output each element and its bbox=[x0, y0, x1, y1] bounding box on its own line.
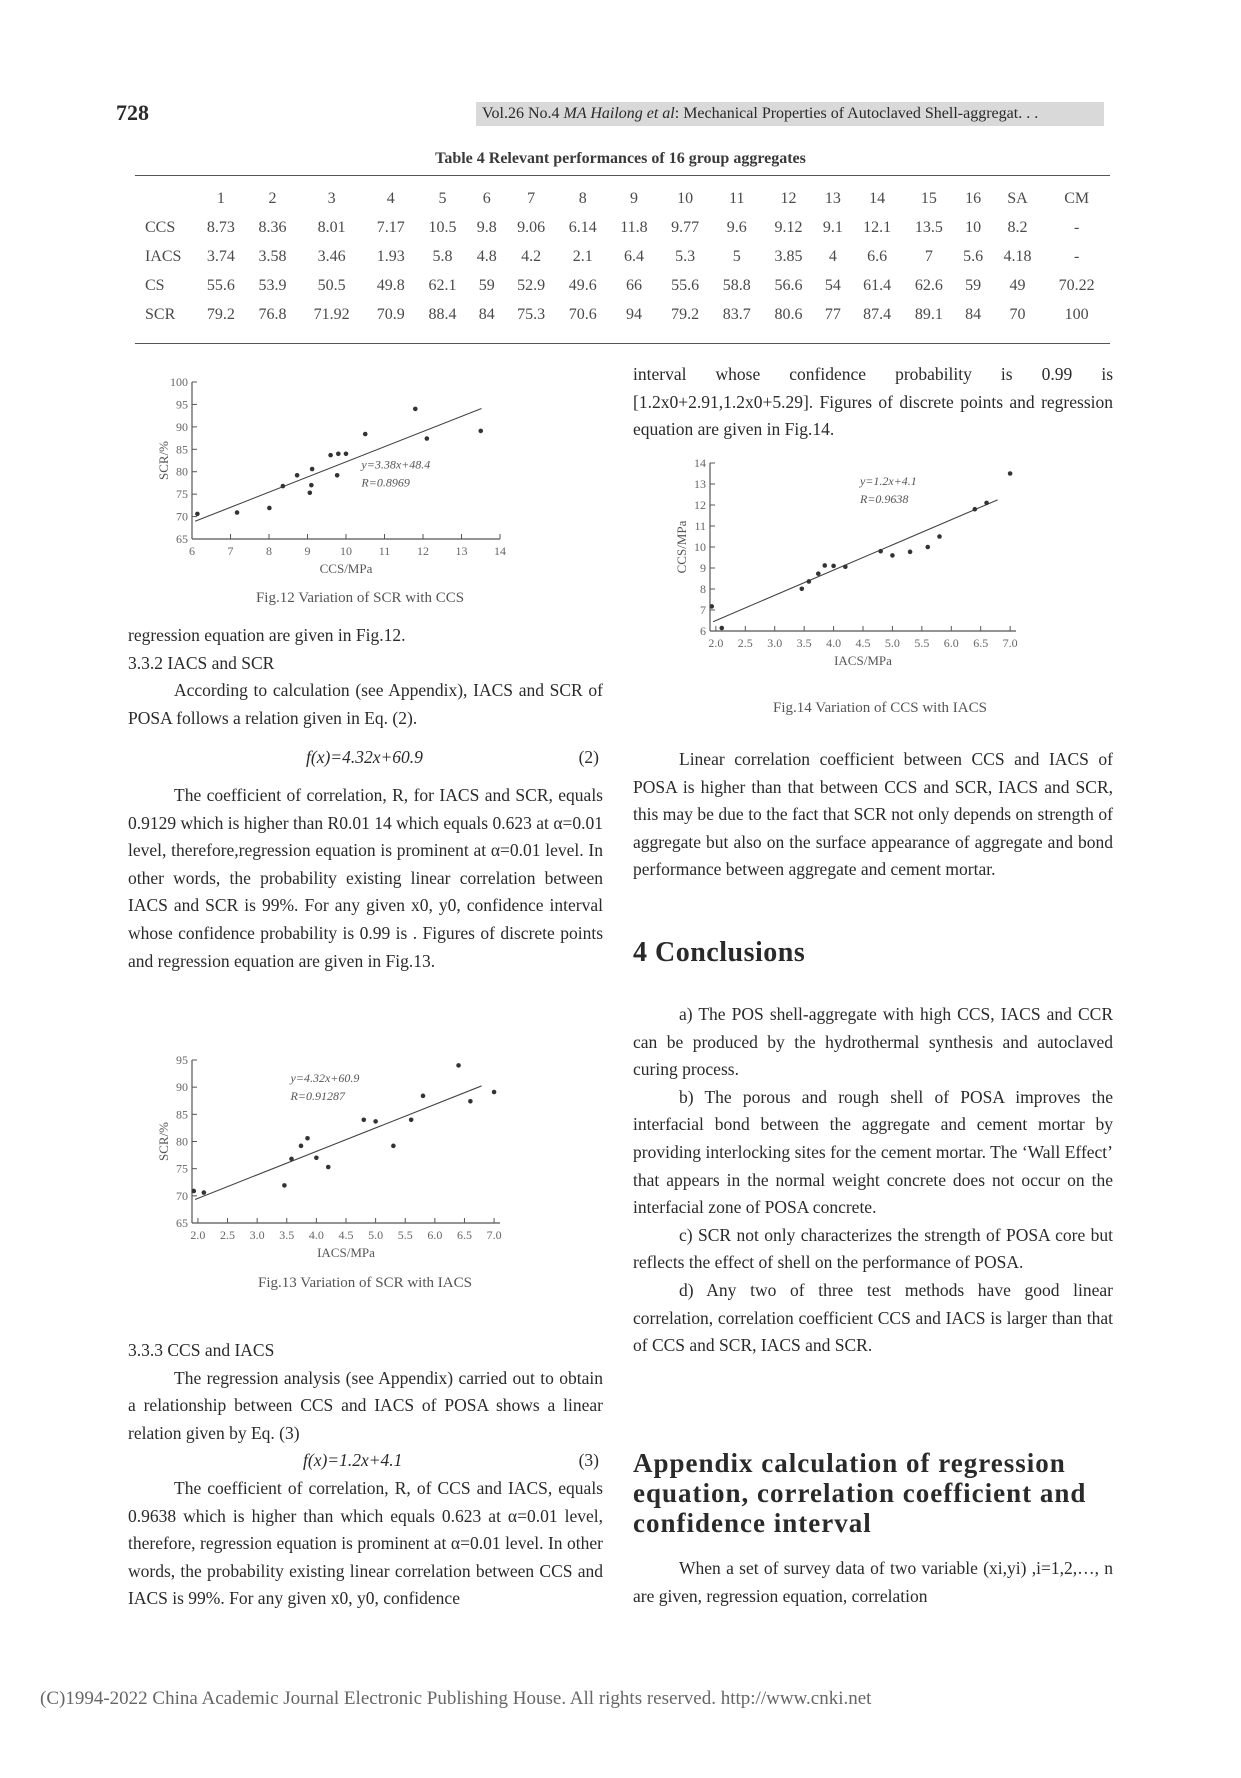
table-top-rule bbox=[135, 175, 1110, 176]
table-cell: 6.14 bbox=[568, 218, 597, 236]
x-tick-label: 12 bbox=[417, 544, 429, 558]
table-cell: 79.2 bbox=[206, 305, 235, 323]
table-caption: Table 4 Relevant performances of 16 group aggregates bbox=[435, 150, 806, 167]
table-cell: 87.4 bbox=[863, 305, 892, 323]
y-tick-label: 75 bbox=[176, 1161, 188, 1176]
left-paragraph-4: The coefficient of correlation, R, of CCS and IACS, equals 0.9638 which is higher than which equals 0.623 at α=0.01 level, therefore, regression equation is prominent at α=0.01 level. In other words, the probability existing linear correlation between CCS and IACS is 99%. For any given x0, y0, confidence bbox=[128, 1477, 603, 1609]
table-cell: IACS bbox=[145, 247, 182, 265]
y-tick-label: 70 bbox=[176, 1188, 188, 1203]
table-cell: 3.85 bbox=[774, 247, 803, 265]
table-cell: 88.4 bbox=[428, 305, 457, 323]
table-cell: 83.7 bbox=[722, 305, 751, 323]
x-tick-label: 7.0 bbox=[1002, 636, 1018, 650]
table-cell: 10.5 bbox=[428, 218, 457, 236]
data-point bbox=[800, 586, 805, 591]
data-point bbox=[195, 512, 200, 517]
table-cell: 62.1 bbox=[428, 276, 457, 294]
x-tick-label: 14 bbox=[494, 544, 506, 558]
table-row bbox=[135, 213, 1110, 242]
table-cell: 9.8 bbox=[476, 218, 497, 236]
x-tick-label: 3.0 bbox=[767, 636, 783, 650]
y-tick-label: 85 bbox=[176, 442, 188, 457]
table-cell: 8.2 bbox=[1007, 218, 1028, 236]
data-point bbox=[822, 563, 827, 568]
data-point bbox=[191, 1189, 196, 1194]
data-point bbox=[309, 483, 314, 488]
conclusion-c: c) SCR not only characterizes the strength of POSA core but reflects the effect of shell on the performance of POSA. bbox=[633, 1224, 1113, 1273]
table-cell: 56.6 bbox=[774, 276, 803, 294]
table-cell: 8.36 bbox=[258, 218, 287, 236]
table-cell: 52.9 bbox=[517, 276, 546, 294]
table-cell: 3.58 bbox=[258, 247, 287, 265]
table-cell: 3.74 bbox=[206, 247, 235, 265]
data-point bbox=[456, 1063, 461, 1068]
table-cell: 9.6 bbox=[726, 218, 747, 236]
table-cell: 7 bbox=[527, 189, 536, 207]
table-cell: 5 bbox=[438, 189, 447, 207]
page-number: 728 bbox=[116, 100, 149, 125]
table-cell: 13 bbox=[824, 189, 841, 207]
right-paragraph-0: interval whose confidence probability is 0.99 is [1.2x0+2.91,1.2x0+5.29]. Figures of discrete points and regression equation are given in Fig.14. bbox=[633, 364, 1113, 440]
table-cell: 84 bbox=[478, 305, 495, 323]
x-axis-label: IACS/MPa bbox=[317, 1245, 375, 1260]
data-point bbox=[335, 473, 340, 478]
table-bottom-rule bbox=[135, 343, 1110, 344]
table-cell: 58.8 bbox=[722, 276, 751, 294]
x-tick-label: 4.5 bbox=[855, 636, 871, 650]
x-tick-label: 6.5 bbox=[973, 636, 989, 650]
y-tick-label: 65 bbox=[176, 1216, 188, 1230]
table-cell: 70.22 bbox=[1058, 276, 1095, 294]
equation-2-expr: f(x)=4.32x+60.9 bbox=[306, 747, 423, 768]
table-cell: 61.4 bbox=[863, 276, 892, 294]
data-point bbox=[336, 451, 341, 456]
heading-3-3-3: 3.3.3 CCS and IACS bbox=[128, 1340, 275, 1360]
data-point bbox=[425, 436, 430, 441]
conclusion-d: d) Any two of three test methods have good linear correlation, correlation coefficient CCS and IACS is larger than that of CCS and SCR, IACS and SCR. bbox=[633, 1279, 1113, 1356]
table-cell: 4 bbox=[386, 189, 395, 207]
data-point bbox=[925, 545, 930, 550]
x-tick-label: 13 bbox=[455, 544, 468, 558]
data-point bbox=[282, 1183, 287, 1188]
data-point bbox=[878, 549, 883, 554]
left-paragraph-1: According to calculation (see Appendix), IACS and SCR of POSA follows a relation given in Eq. (2). bbox=[128, 680, 603, 728]
conclusion-b: b) The porous and rough shell of POSA improves the interfacial bond between the aggregate and cement mortar by providing interlocking sites for the cement mortar. The ‘Wall Effect’ that appears in the normal weight concrete does not occur on the interfacial zone of POSA concrete. bbox=[633, 1086, 1113, 1218]
table-cell: 55.6 bbox=[206, 276, 235, 294]
y-tick-label: 90 bbox=[176, 419, 188, 434]
data-point bbox=[492, 1090, 497, 1095]
regression-line bbox=[713, 500, 998, 622]
y-axis-label: CCS/MPa bbox=[674, 520, 689, 574]
data-point bbox=[289, 1157, 294, 1162]
right-paragraph-1: Linear correlation coefficient between CCS and IACS of POSA is higher than that between CCS and SCR, IACS and SCR, this may be due to the fact that SCR not only depends on strength of aggregate but also on the surface appearance of aggregate and bond performance between aggregate and cement mortar. bbox=[633, 749, 1113, 880]
y-tick-label: 85 bbox=[176, 1107, 188, 1122]
table-cell: 62.6 bbox=[914, 276, 943, 294]
y-tick-label: 7 bbox=[700, 603, 706, 617]
table-cell: 80.6 bbox=[774, 305, 803, 323]
table-cell: 15 bbox=[920, 189, 937, 207]
fit-annotation: R=0.91287 bbox=[290, 1089, 345, 1103]
data-point bbox=[314, 1156, 319, 1161]
table-cell: 89.1 bbox=[914, 305, 943, 323]
equation-3-expr: f(x)=1.2x+4.1 bbox=[303, 1450, 403, 1471]
copyright-footer: (C)1994-2022 China Academic Journal Electronic Publishing House. All rights reserved. http://www.cnki.net bbox=[40, 1688, 872, 1709]
x-tick-label: 4.5 bbox=[338, 1228, 354, 1242]
running-header bbox=[476, 102, 1104, 126]
left-paragraph-2: The coefficient of correlation, R, for IACS and SCR, equals 0.9129 which is higher than R0.01 14 which equals 0.623 at α=0.01 level, therefore,regression equation is prominent at α=0.01 level. In other words, the probability existing linear correlation between IACS and SCR is 99%. For any given x0, y0, confidence interval whose confidence probability is 0.99 is . Figures of discrete points and regression equation are given in Fig.13. bbox=[128, 784, 603, 971]
fit-annotation: y=1.2x+4.1 bbox=[859, 474, 917, 488]
y-tick-label: 100 bbox=[170, 375, 188, 389]
table-cell: 66 bbox=[625, 276, 642, 294]
x-tick-label: 2.0 bbox=[190, 1228, 206, 1242]
y-tick-label: 12 bbox=[694, 498, 706, 512]
fig14-caption: Fig.14 Variation of CCS with IACS bbox=[773, 700, 987, 716]
data-point bbox=[363, 432, 368, 437]
table-cell: 9.06 bbox=[517, 218, 546, 236]
fig12-caption: Fig.12 Variation of SCR with CCS bbox=[255, 590, 465, 606]
right-column-mid bbox=[633, 746, 1113, 884]
x-tick-label: 6.0 bbox=[943, 636, 959, 650]
y-tick-label: 75 bbox=[176, 487, 188, 502]
table-cell: 10 bbox=[965, 218, 982, 236]
x-axis-label: CCS/MPa bbox=[319, 561, 373, 576]
y-tick-label: 8 bbox=[700, 582, 706, 596]
table-header-row bbox=[135, 184, 1110, 213]
table-cell: 1.93 bbox=[376, 247, 405, 265]
data-point bbox=[468, 1099, 473, 1104]
table-cell: 75.3 bbox=[517, 305, 546, 323]
equation-2 bbox=[128, 744, 603, 772]
equation-3 bbox=[128, 1447, 603, 1475]
left-column-top bbox=[128, 622, 603, 975]
table-cell: 6.4 bbox=[623, 247, 644, 265]
data-point bbox=[413, 407, 418, 412]
x-tick-label: 4.0 bbox=[308, 1228, 324, 1242]
data-point bbox=[719, 626, 724, 631]
table-cell: 14 bbox=[869, 189, 886, 207]
table-cell: 59 bbox=[478, 276, 495, 294]
table-cell: 59 bbox=[965, 276, 982, 294]
table-cell: CM bbox=[1064, 189, 1090, 207]
table-cell: 4.18 bbox=[1003, 247, 1032, 265]
data-point bbox=[478, 429, 483, 434]
y-tick-label: 70 bbox=[176, 509, 188, 524]
data-point bbox=[235, 510, 240, 515]
table-cell: 76.8 bbox=[258, 305, 287, 323]
left-column-bottom bbox=[128, 1337, 603, 1613]
table-cell: 7 bbox=[924, 247, 933, 265]
table-cell: 9 bbox=[629, 189, 638, 207]
table-cell: 6 bbox=[482, 189, 491, 207]
x-tick-label: 3.5 bbox=[796, 636, 812, 650]
fig13-chart bbox=[150, 1050, 580, 1275]
table-cell: 5.3 bbox=[675, 247, 696, 265]
table-cell: 4.2 bbox=[521, 247, 542, 265]
y-tick-label: 95 bbox=[176, 1053, 188, 1067]
table-cell: 16 bbox=[965, 189, 982, 207]
table-cell: 79.2 bbox=[671, 305, 700, 323]
table-cell: 84 bbox=[965, 305, 982, 323]
x-tick-label: 5.5 bbox=[397, 1228, 413, 1242]
y-tick-label: 11 bbox=[694, 519, 706, 533]
appendix-body bbox=[633, 1555, 1113, 1610]
x-tick-label: 8 bbox=[266, 544, 272, 558]
data-point bbox=[937, 534, 942, 539]
y-axis-label: SCR/% bbox=[156, 1121, 171, 1162]
x-tick-label: 3.0 bbox=[249, 1228, 265, 1242]
data-point bbox=[843, 564, 848, 569]
data-point bbox=[267, 506, 272, 511]
fit-annotation: R=0.8969 bbox=[361, 475, 410, 490]
table-cell: 12.1 bbox=[863, 218, 892, 236]
x-tick-label: 7 bbox=[227, 544, 234, 558]
table-cell: 8.73 bbox=[206, 218, 235, 236]
conclusions-list bbox=[633, 1001, 1113, 1360]
y-tick-label: 95 bbox=[176, 397, 188, 412]
data-point bbox=[391, 1144, 396, 1149]
y-axis-label: SCR/% bbox=[156, 440, 171, 481]
table-cell: 50.5 bbox=[317, 276, 346, 294]
fig14-chart bbox=[670, 455, 1090, 685]
table-cell: 13.5 bbox=[914, 218, 943, 236]
table-cell: 53.9 bbox=[258, 276, 287, 294]
y-tick-label: 80 bbox=[176, 464, 188, 479]
data-table bbox=[135, 184, 1110, 329]
table-cell: 70.9 bbox=[376, 305, 405, 323]
x-tick-label: 3.5 bbox=[279, 1228, 295, 1242]
data-point bbox=[807, 579, 812, 584]
table-cell: 3.46 bbox=[317, 247, 346, 265]
table-row bbox=[135, 242, 1110, 271]
table-cell: 2.1 bbox=[572, 247, 593, 265]
x-tick-label: 4.0 bbox=[826, 636, 842, 650]
data-point bbox=[890, 553, 895, 558]
appendix-heading: Appendix calculation of regression equation, correlation coefficient and confidence interval bbox=[633, 1448, 1087, 1538]
header-title: : Mechanical Properties of Autoclaved Shell-aggregat. . . bbox=[674, 105, 1039, 122]
x-tick-label: 11 bbox=[378, 544, 391, 558]
data-point bbox=[1008, 471, 1013, 476]
table-cell: 11.8 bbox=[620, 218, 648, 236]
x-tick-label: 2.0 bbox=[708, 636, 724, 650]
fit-annotation: y=3.38x+48.4 bbox=[361, 457, 431, 472]
x-tick-label: 6.5 bbox=[456, 1228, 472, 1242]
data-point bbox=[984, 501, 989, 506]
data-point bbox=[709, 604, 714, 609]
data-point bbox=[373, 1119, 378, 1124]
table-cell: 9.77 bbox=[671, 218, 700, 236]
table-cell: 1 bbox=[216, 189, 225, 207]
x-tick-label: 10 bbox=[340, 544, 352, 558]
table-cell: 55.6 bbox=[671, 276, 700, 294]
data-point bbox=[344, 451, 349, 456]
y-tick-label: 10 bbox=[694, 540, 706, 554]
table-cell: 3 bbox=[327, 189, 336, 207]
heading-3-3-2: 3.3.2 IACS and SCR bbox=[128, 652, 275, 673]
fig13-caption: Fig.13 Variation of SCR with IACS bbox=[258, 1275, 472, 1291]
left-paragraph-3: The regression analysis (see Appendix) carried out to obtain a relationship between CCS and IACS of POSA shows a linear relation given by Eq. (3) bbox=[128, 1367, 603, 1443]
left-paragraph-0: regression equation are given in Fig.12. bbox=[128, 625, 406, 645]
data-point bbox=[308, 490, 313, 495]
table-cell: 49.6 bbox=[568, 276, 597, 294]
table-row bbox=[135, 271, 1110, 300]
data-point bbox=[816, 571, 821, 576]
x-tick-label: 5.5 bbox=[914, 636, 930, 650]
table-cell: - bbox=[1074, 247, 1080, 265]
table-cell bbox=[135, 184, 195, 213]
data-point bbox=[973, 507, 978, 512]
data-point bbox=[328, 453, 333, 458]
table-cell: 5 bbox=[732, 247, 741, 265]
table-cell: 4.8 bbox=[476, 247, 497, 265]
data-point bbox=[421, 1094, 426, 1099]
table-cell: 70.6 bbox=[568, 305, 597, 323]
table-cell: 8 bbox=[578, 189, 587, 207]
table-cell: 11 bbox=[729, 189, 745, 207]
x-tick-label: 5.0 bbox=[368, 1228, 384, 1242]
header-vol: Vol.26 No.4 bbox=[482, 105, 564, 122]
table-cell: 4 bbox=[828, 247, 837, 265]
data-point bbox=[908, 550, 913, 555]
table-cell: 6.6 bbox=[867, 247, 888, 265]
table-cell: 94 bbox=[625, 305, 642, 323]
table-row bbox=[135, 300, 1110, 329]
data-point bbox=[831, 564, 836, 569]
data-point bbox=[305, 1136, 310, 1141]
section-4-heading: 4 Conclusions bbox=[633, 937, 806, 968]
table-cell: 54 bbox=[824, 276, 841, 294]
x-tick-label: 2.5 bbox=[737, 636, 753, 650]
equation-3-number: (3) bbox=[578, 1450, 599, 1471]
table-cell: 7.17 bbox=[376, 218, 405, 236]
table-cell: 5.6 bbox=[963, 247, 984, 265]
table-cell: CS bbox=[145, 276, 165, 294]
data-point bbox=[361, 1117, 366, 1122]
y-tick-label: 14 bbox=[694, 456, 706, 470]
y-tick-label: 80 bbox=[176, 1134, 188, 1149]
x-tick-label: 6.0 bbox=[427, 1228, 443, 1242]
x-tick-label: 7.0 bbox=[486, 1228, 502, 1242]
fit-annotation: y=4.32x+60.9 bbox=[290, 1071, 360, 1085]
y-tick-label: 65 bbox=[176, 532, 188, 546]
x-tick-label: 9 bbox=[304, 544, 311, 558]
data-point bbox=[326, 1165, 331, 1170]
data-point bbox=[310, 467, 315, 472]
table-cell: SA bbox=[1007, 189, 1028, 207]
y-tick-label: 90 bbox=[176, 1080, 188, 1095]
table-cell: 100 bbox=[1064, 305, 1089, 323]
table-cell: 49.8 bbox=[376, 276, 405, 294]
table-cell: 5.8 bbox=[432, 247, 453, 265]
table-cell: - bbox=[1074, 218, 1080, 236]
y-tick-label: 6 bbox=[700, 624, 706, 638]
y-tick-label: 13 bbox=[694, 477, 706, 491]
x-axis-label: IACS/MPa bbox=[834, 653, 892, 668]
fit-annotation: R=0.9638 bbox=[859, 492, 909, 506]
y-tick-label: 9 bbox=[700, 561, 706, 575]
table-cell: 49 bbox=[1009, 276, 1026, 294]
equation-2-number: (2) bbox=[578, 747, 599, 768]
table-cell: 70 bbox=[1009, 305, 1026, 323]
conclusion-a: a) The POS shell-aggregate with high CCS, IACS and CCR can be produced by the hydrothermal synthesis and autoclaved curing process. bbox=[633, 1004, 1113, 1080]
table-cell: 77 bbox=[824, 305, 841, 323]
header-authors: MA Hailong et al bbox=[563, 105, 675, 122]
data-point bbox=[202, 1190, 207, 1195]
table-cell: 12 bbox=[780, 189, 797, 207]
table-cell: 71.92 bbox=[313, 305, 350, 323]
table-cell: 9.12 bbox=[774, 218, 803, 236]
data-point bbox=[409, 1117, 414, 1122]
table-cell: 9.1 bbox=[822, 218, 843, 236]
right-column-top bbox=[633, 361, 1113, 444]
table-cell: SCR bbox=[145, 305, 176, 323]
fig12-chart bbox=[150, 372, 570, 592]
x-tick-label: 2.5 bbox=[220, 1228, 236, 1242]
x-tick-label: 6 bbox=[189, 544, 195, 558]
regression-line bbox=[195, 408, 481, 521]
data-point bbox=[281, 484, 286, 489]
table-cell: 8.01 bbox=[317, 218, 346, 236]
x-tick-label: 5.0 bbox=[884, 636, 900, 650]
table-cell: CCS bbox=[145, 218, 176, 236]
table-cell: 2 bbox=[268, 189, 277, 207]
table-cell: 10 bbox=[677, 189, 694, 207]
appendix-paragraph: When a set of survey data of two variable (xi,yi) ,i=1,2,…, n are given, regression equation, correlation bbox=[633, 1558, 1113, 1606]
data-point bbox=[299, 1144, 304, 1149]
data-point bbox=[295, 473, 300, 478]
